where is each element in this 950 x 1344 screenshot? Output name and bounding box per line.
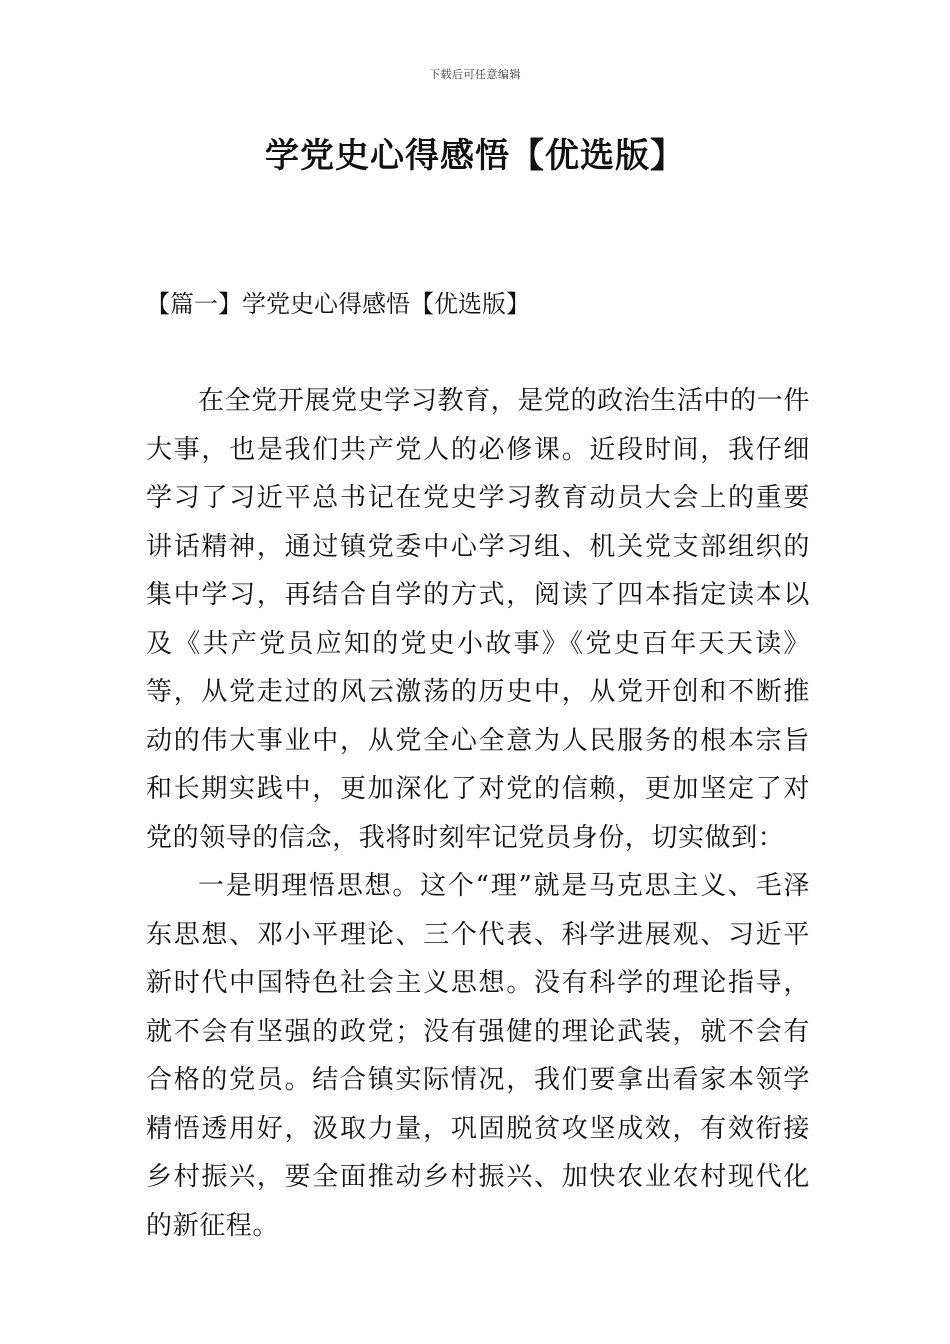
document-title: 学党史心得感悟【优选版】 [265,136,685,176]
paragraph: 在全党开展党史学习教育，是党的政治生活中的一件大事，也是我们共产党人的必修课。近段时间，我仔细学习了习近平总书记在党史学习教育动员大会上的重要讲话精神，通过镇党委中心学习组、机关党支部组织的集中学习，再结合自学的方式，阅读了四本指定读本以及《共产党员应知的党史小故事》《党史百年天天读》等，从党走过的风云激荡的历史中，从党开创和不断推动的伟大事业中，从党全心全意为人民服务的根本宗旨和长期实践中，更加深化了对党的信赖，更加坚定了对党的领导的信念，我将时刻牢记党员身份，切实做到： [146,386,810,853]
body-text [146,377,810,1250]
header-note: 下载后可任意编辑 [429,68,521,81]
paragraph: 一是明理悟思想。这个“理”就是马克思主义、毛泽东思想、邓小平理论、三个代表、科学进展观、习近平新时代中国特色社会主义思想。没有科学的理论指导，就不会有坚强的政党；没有强健的理论武装，就不会有合格的党员。结合镇实际情况，我们要拿出看家本领学精悟透用好，汲取力量，巩固脱贫攻坚成效，有效衔接乡村振兴，要全面推动乡村振兴、加快农业农村现代化的新征程。 [146,871,810,1241]
section-heading: 【篇一】学党史心得感悟【优选版】 [146,290,530,318]
